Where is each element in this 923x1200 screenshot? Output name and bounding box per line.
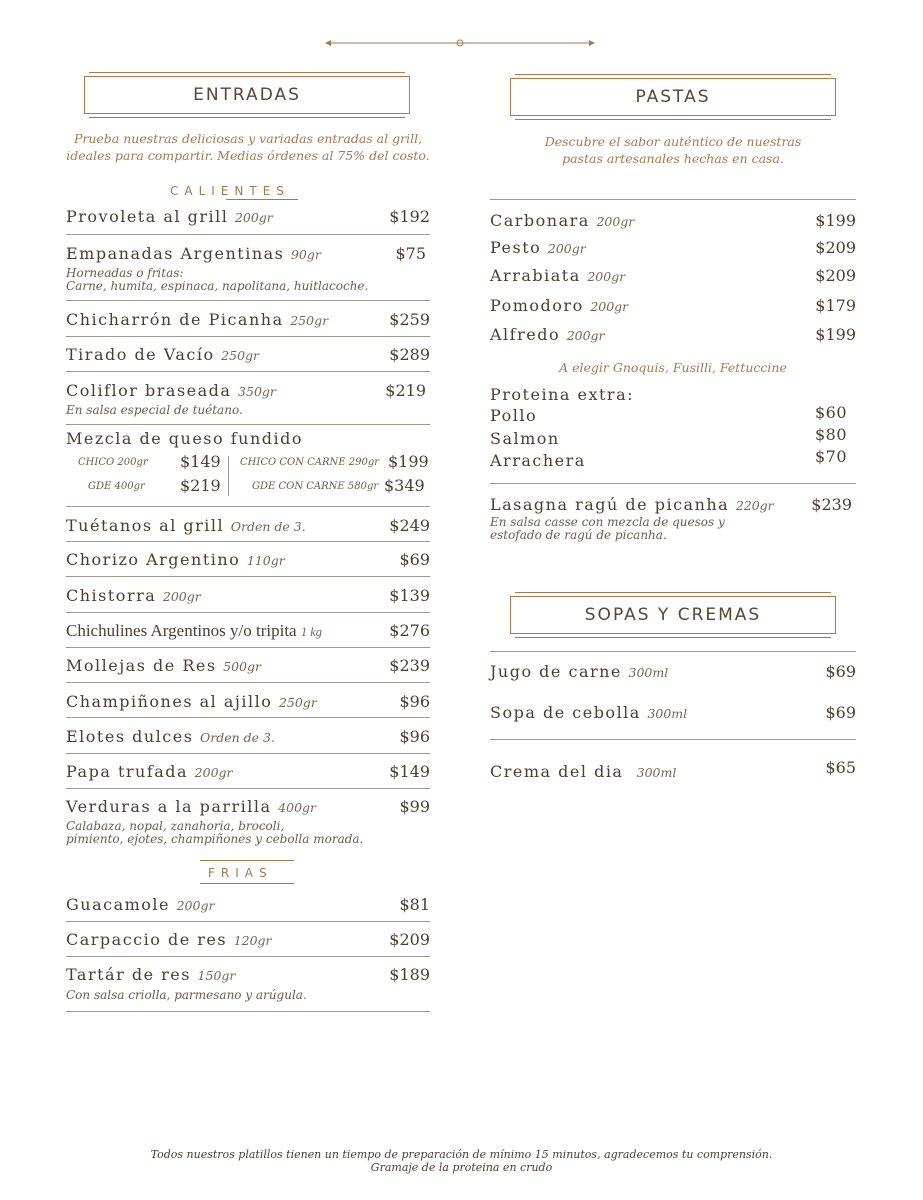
divider bbox=[66, 576, 430, 577]
menu-item: Chichulines Argentinos y/o tripita 1 kg $276 bbox=[66, 621, 430, 640]
mezcla-title: Mezcla de queso fundido bbox=[66, 429, 303, 448]
entradas-title: ENTRADAS bbox=[193, 85, 301, 105]
proteina-price-pollo: $60 bbox=[815, 403, 848, 422]
divider bbox=[66, 753, 430, 754]
menu-item: Mollejas de Res 500gr $239 bbox=[66, 656, 430, 675]
menu-item: Carpaccio de res 120gr $209 bbox=[66, 930, 430, 949]
proteina-item-salmon: Salmon bbox=[490, 429, 560, 448]
pastas-header bbox=[510, 78, 836, 116]
proteina-label: Proteina extra: bbox=[490, 385, 634, 404]
pastas-intro: Descubre el sabor auténtico de nuestras pastas artesanales hechas en casa. bbox=[544, 134, 802, 166]
divider bbox=[66, 336, 430, 337]
menu-item: Lasagna ragú de picanha 220gr $239 En salsa casse con mezcla de quesos y estofado de ragú de picanha. bbox=[490, 495, 852, 542]
menu-item: Guacamole 200gr $81 bbox=[66, 895, 430, 914]
divider bbox=[490, 483, 856, 484]
divider bbox=[66, 682, 430, 683]
mezcla-gde-price: $219 bbox=[180, 476, 221, 495]
divider bbox=[490, 199, 856, 200]
divider bbox=[66, 717, 430, 718]
menu-item: Pesto 200gr $209 bbox=[490, 238, 856, 257]
footer-note: Todos nuestros platillos tienen un tiempo de preparación de mínimo 15 minutos, agradecemos tu comprensión. Gramaje de la proteina en crudo bbox=[150, 1148, 773, 1174]
mezcla-separator bbox=[228, 456, 229, 496]
top-ornament-icon bbox=[325, 36, 595, 50]
divider bbox=[490, 739, 856, 740]
pastas-title: PASTAS bbox=[635, 87, 711, 107]
entradas-header bbox=[84, 76, 410, 114]
menu-item: Chorizo Argentino 110gr $69 bbox=[66, 550, 430, 569]
proteina-price-arrachera: $70 bbox=[815, 447, 848, 466]
menu-item: Elotes dulces Orden de 3. $96 bbox=[66, 727, 430, 746]
menu-item: Tartár de res 150gr $189 Con salsa criolla, parmesano y arúgula. bbox=[66, 965, 430, 1002]
divider bbox=[66, 234, 430, 235]
divider bbox=[66, 541, 430, 542]
menu-item: Crema del dia 300ml $65 bbox=[490, 758, 856, 781]
menu-item: Chicharrón de Picanha 250gr $259 bbox=[66, 310, 430, 329]
mezcla-chico-carne-price: $199 bbox=[388, 452, 429, 471]
mezcla-chico-price: $149 bbox=[180, 452, 221, 471]
menu-item: Jugo de carne 300ml $69 bbox=[490, 662, 856, 681]
mezcla-chico-label: CHICO 200gr bbox=[78, 457, 148, 468]
menu-item: Pomodoro 200gr $179 bbox=[490, 296, 856, 315]
proteina-item-arrachera: Arrachera bbox=[490, 451, 586, 470]
pasta-choice-note: A elegir Gnoquis, Fusilli, Fettuccine bbox=[559, 360, 787, 375]
menu-item: Chistorra 200gr $139 bbox=[66, 586, 430, 605]
divider bbox=[66, 371, 430, 372]
menu-item: Coliflor braseada 350gr $219 En salsa especial de tuétano. bbox=[66, 381, 426, 417]
frias-label: FRIAS bbox=[208, 866, 273, 880]
divider bbox=[66, 647, 430, 648]
divider bbox=[66, 612, 430, 613]
menu-item: Alfredo 200gr $199 bbox=[490, 325, 856, 344]
menu-item: Papa trufada 200gr $149 bbox=[66, 762, 430, 781]
menu-item: Tirado de Vacío 250gr $289 bbox=[66, 345, 430, 364]
divider bbox=[66, 788, 430, 789]
calientes-label: CALIENTES bbox=[170, 184, 290, 198]
calientes-underline bbox=[226, 199, 298, 200]
divider bbox=[66, 956, 430, 957]
proteina-item-pollo: Pollo bbox=[490, 406, 538, 425]
divider bbox=[66, 921, 430, 922]
mezcla-gde-carne-price: $349 bbox=[384, 476, 425, 495]
menu-item: Champiñones al ajillo 250gr $96 bbox=[66, 692, 430, 711]
sopas-title: SOPAS Y CREMAS bbox=[584, 605, 762, 625]
proteina-price-salmon: $80 bbox=[815, 425, 848, 444]
menu-item: Carbonara 200gr $199 bbox=[490, 211, 856, 230]
entradas-intro: Prueba nuestras deliciosas y variadas entradas al grill, ideales para compartir. Medias órdenes al 75% del costo. bbox=[66, 131, 430, 163]
divider bbox=[66, 506, 430, 507]
mezcla-chico-carne-label: CHICO CON CARNE 290gr bbox=[240, 457, 380, 468]
menu-item: Verduras a la parrilla 400gr $99 Calabaza, nopal, zanahoria, brocoli, pimiento, ejotes, champiñones y cebolla morada. bbox=[66, 797, 430, 846]
divider bbox=[490, 651, 856, 652]
menu-item: Empanadas Argentinas 90gr $75 Horneadas o fritas: Carne, humita, espinaca, napolitana, huitlacoche. bbox=[66, 244, 426, 293]
divider bbox=[66, 424, 430, 425]
divider bbox=[66, 300, 430, 301]
menu-item: Arrabiata 200gr $209 bbox=[490, 266, 856, 285]
divider bbox=[66, 1011, 430, 1012]
sopas-header bbox=[510, 596, 836, 634]
frias-topline bbox=[200, 860, 294, 861]
frias-underline bbox=[200, 883, 294, 884]
menu-item: Tuétanos al grill Orden de 3. $249 bbox=[66, 516, 430, 535]
mezcla-gde-label: GDE 400gr bbox=[88, 481, 145, 492]
mezcla-gde-carne-label: GDE CON CARNE 580gr bbox=[252, 481, 379, 492]
menu-item: Provoleta al grill 200gr $192 bbox=[66, 207, 430, 226]
menu-item: Sopa de cebolla 300ml $69 bbox=[490, 703, 856, 722]
